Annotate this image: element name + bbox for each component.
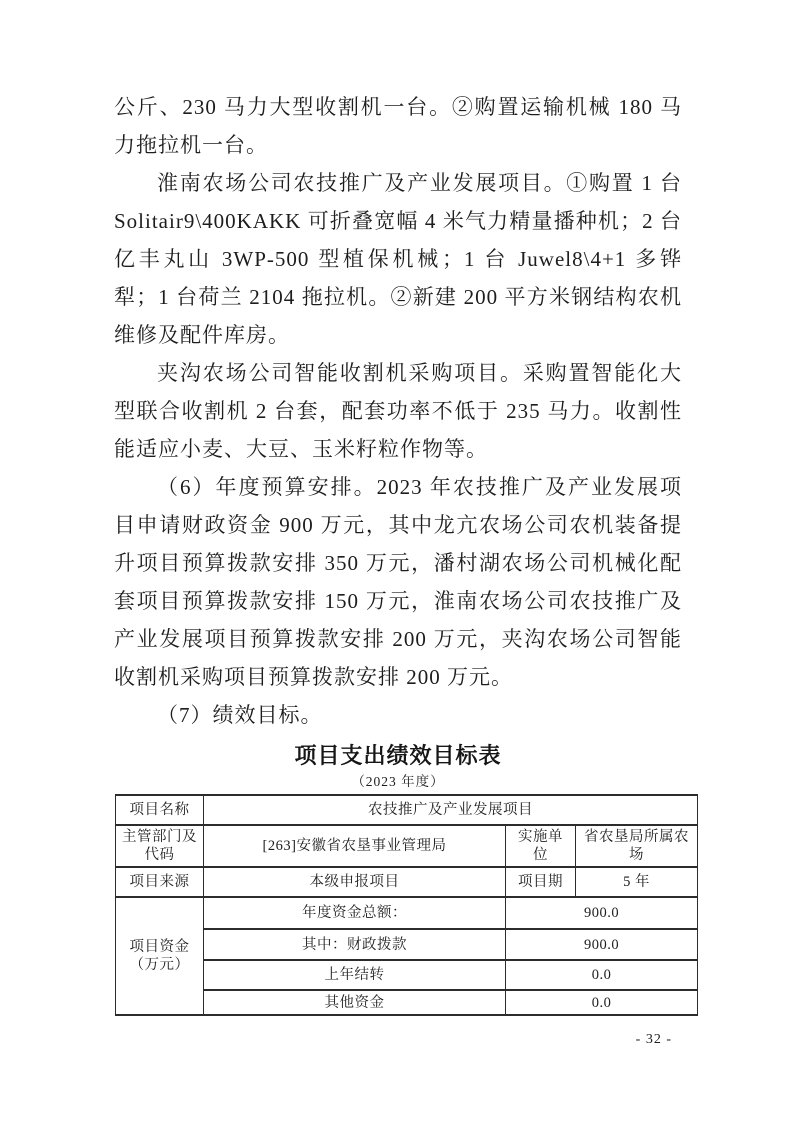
funds-fiscal-label: 其中：财政拨款 bbox=[204, 929, 506, 960]
funds-other-label: 其他资金 bbox=[204, 990, 506, 1015]
funds-fiscal-value: 900.0 bbox=[506, 929, 698, 960]
table-row-department bbox=[116, 825, 698, 867]
table-row-funds-carryover bbox=[116, 960, 698, 990]
performance-target-table bbox=[115, 794, 698, 1016]
impl-unit-value: 省农垦局所属农场 bbox=[576, 825, 698, 867]
table-row-funds-fiscal bbox=[116, 929, 698, 960]
funds-other-value: 0.0 bbox=[506, 990, 698, 1015]
project-period-value: 5 年 bbox=[576, 867, 698, 897]
project-name-value: 农技推广及产业发展项目 bbox=[204, 795, 698, 825]
dept-code-label: 主管部门及代码 bbox=[116, 825, 204, 867]
funds-total-value: 900.0 bbox=[506, 897, 698, 929]
project-source-label: 项目来源 bbox=[116, 867, 204, 897]
funds-total-label: 年度资金总额： bbox=[204, 897, 506, 929]
project-name-label: 项目名称 bbox=[116, 795, 204, 825]
table-row-funds-total bbox=[116, 897, 698, 929]
table-row-project-name bbox=[116, 795, 698, 825]
project-source-value: 本级申报项目 bbox=[204, 867, 506, 897]
table-row-project-source bbox=[116, 867, 698, 897]
funds-group-label: 项目资金（万元） bbox=[116, 897, 204, 1015]
page-content bbox=[114, 88, 690, 1016]
paragraph-continuation-harvester: 公斤、230 马力大型收割机一台。②购置运输机械 180 马力拖拉机一台。 bbox=[114, 95, 682, 157]
paragraph-huainan-farm-project: 淮南农场公司农技推广及产业发展项目。①购置 1 台 Solitair9\400KAKK 可折叠宽幅 4 米气力精量播种机；2 台亿丰丸山 3WP-500 型植保机械；1 台 Juwel8\4+1 多铧犁；1 台荷兰 2104 拖拉机。②新建 200 平方米钢结构农机维修及配件库房。 bbox=[114, 171, 682, 347]
funds-carryover-value: 0.0 bbox=[506, 960, 698, 990]
project-period-label: 项目期 bbox=[506, 867, 576, 897]
paragraph-annual-budget-arrangement: （6）年度预算安排。2023 年农技推广及产业发展项目申请财政资金 900 万元，其中龙亢农场公司农机装备提升项目预算拨款安排 350 万元，潘村湖农场公司机械化配套项目预算拨款安排 150 万元，淮南农场公司农技推广及产业发展项目预算拨款安排 200 万元，夹沟农场公司智能收割机采购项目预算拨款安排 200 万元。 bbox=[114, 475, 682, 689]
dept-code-value: [263]安徽省农垦事业管理局 bbox=[204, 825, 506, 867]
performance-table-title: 项目支出绩效目标表 bbox=[294, 743, 502, 768]
impl-unit-label: 实施单位 bbox=[506, 825, 576, 867]
funds-carryover-label: 上年结转 bbox=[204, 960, 506, 990]
page-number: - 32 - bbox=[635, 1032, 672, 1047]
table-row-funds-other bbox=[116, 990, 698, 1015]
paragraph-performance-goal-heading: （7）绩效目标。 bbox=[157, 703, 323, 727]
performance-table-subtitle: （2023 年度） bbox=[351, 774, 445, 789]
paragraph-jiagou-farm-project: 夹沟农场公司智能收割机采购项目。采购置智能化大型联合收割机 2 台套，配套功率不低于 235 马力。收割性能适应小麦、大豆、玉米籽粒作物等。 bbox=[114, 361, 682, 461]
